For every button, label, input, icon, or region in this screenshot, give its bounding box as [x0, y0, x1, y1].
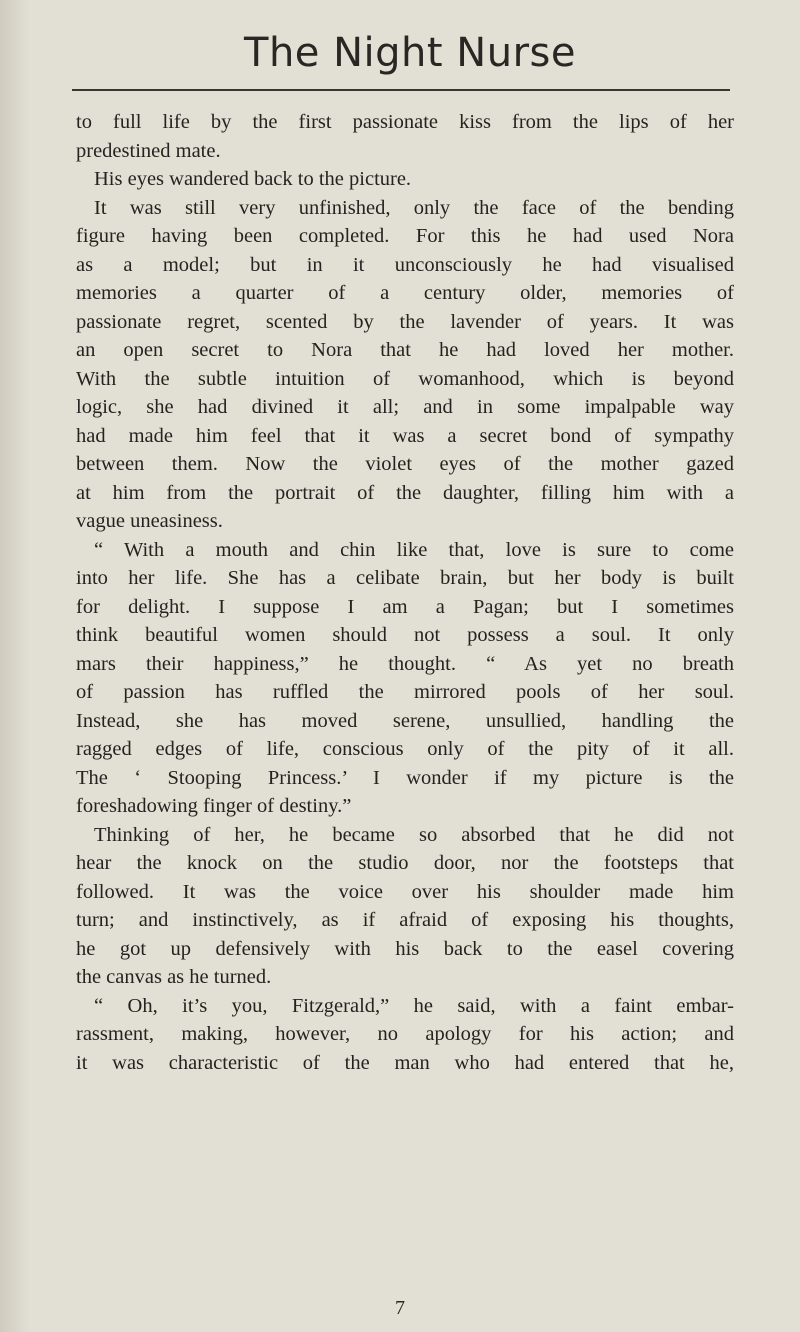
- text-line: to full life by the first passionate kiss from the lips of her: [76, 111, 734, 133]
- text-line: he got up defensively with his back to the easel covering: [76, 937, 734, 960]
- text-line: predestined mate.: [76, 139, 221, 162]
- text-line: logic, she had divined it all; and in some impalpable way: [76, 396, 734, 418]
- text-line: memories a quarter of a century older, memories of: [76, 282, 734, 304]
- page-number: 7: [395, 1297, 405, 1319]
- text-line: think beautiful women should not possess a soul. It only: [76, 624, 734, 646]
- text-line: vague uneasiness.: [76, 510, 223, 532]
- text-line: for delight. I suppose I am a Pagan; but I sometimes: [76, 595, 734, 618]
- text-line: the canvas as he turned.: [76, 966, 272, 988]
- text-line: had made him feel that it was a secret bond of sympathy: [76, 424, 734, 447]
- page-gutter-shadow: [0, 0, 30, 1332]
- text-line: figure having been completed. For this he had used Nora: [76, 225, 734, 247]
- text-line: an open secret to Nora that he had loved her mother.: [76, 339, 734, 361]
- header-rule: [72, 89, 730, 91]
- text-line: Thinking of her, he became so absorbed that he did not: [94, 823, 734, 846]
- text-line: foreshadowing finger of destiny.”: [76, 795, 352, 817]
- text-line: “ With a mouth and chin like that, love is sure to come: [94, 538, 734, 561]
- text-line: between them. Now the violet eyes of the mother gazed: [76, 453, 734, 475]
- text-line: it was characteristic of the man who had entered that he,: [76, 1051, 734, 1074]
- text-line: “ Oh, it’s you, Fitzgerald,” he said, with a faint embar-: [94, 994, 734, 1017]
- text-line: at him from the portrait of the daughter, filling him with a: [76, 481, 734, 504]
- text-line: as a model; but in it unconsciously he had visualised: [76, 253, 734, 276]
- text-line: hear the knock on the studio door, nor the footsteps that: [76, 852, 734, 874]
- running-head: The Night Nurse: [244, 30, 576, 76]
- text-line: With the subtle intuition of womanhood, which is beyond: [76, 367, 734, 390]
- text-line: Instead, she has moved serene, unsullied, handling the: [76, 709, 734, 732]
- text-line: passionate regret, scented by the lavender of years. It was: [76, 310, 734, 333]
- text-line: turn; and instinctively, as if afraid of exposing his thoughts,: [76, 909, 734, 931]
- text-line: of passion has ruffled the mirrored pools of her soul.: [76, 681, 734, 703]
- text-line: ragged edges of life, conscious only of the pity of it all.: [76, 738, 734, 760]
- text-line: mars their happiness,” he thought. “ As yet no breath: [76, 652, 734, 675]
- text-line: His eyes wandered back to the picture.: [94, 168, 412, 190]
- body-text: [76, 108, 734, 1077]
- text-line: into her life. She has a celibate brain, but her body is built: [76, 567, 734, 589]
- text-line: rassment, making, however, no apology for his action; and: [76, 1023, 734, 1045]
- text-line: It was still very unfinished, only the face of the bending: [94, 196, 734, 219]
- text-line: The ‘ Stooping Princess.’ I wonder if my picture is the: [76, 766, 734, 789]
- text-line: followed. It was the voice over his shoulder made him: [76, 880, 734, 903]
